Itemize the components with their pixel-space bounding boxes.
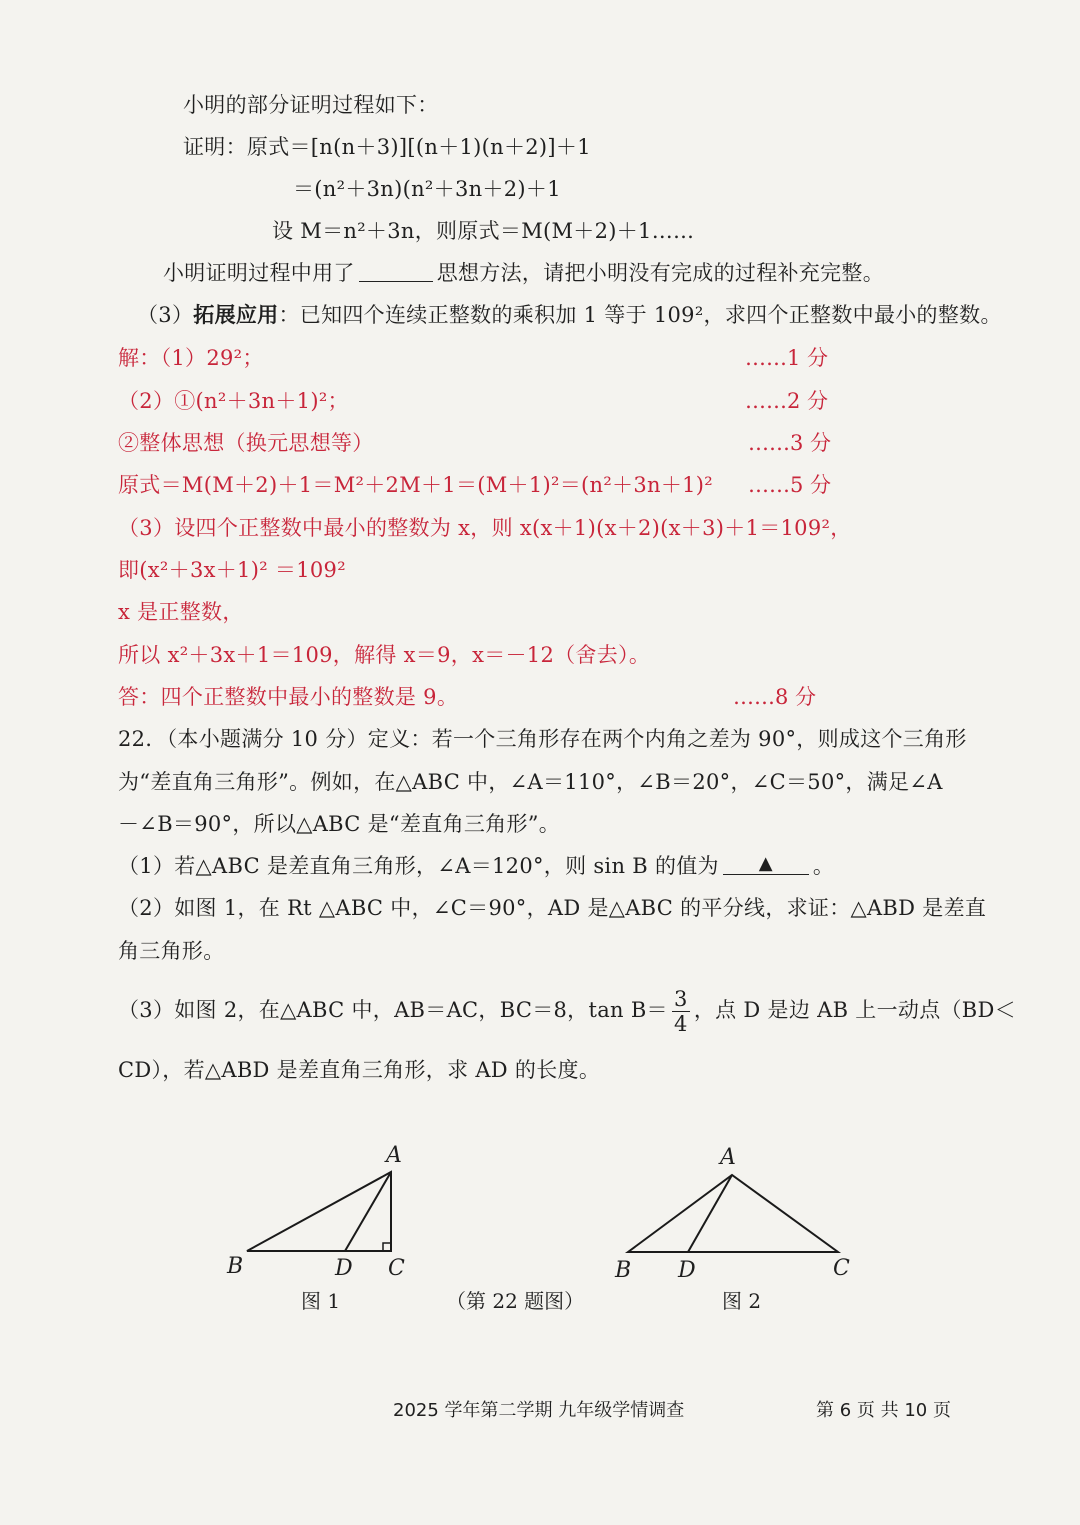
label-c-fig2: C bbox=[833, 1256, 850, 1281]
figure-2-caption: 图 2 bbox=[722, 1289, 762, 1313]
score-mark: ……1 分 bbox=[745, 346, 829, 370]
bold-heading: 拓展应用 bbox=[193, 302, 279, 327]
text-line: ＝(n²＋3n)(n²＋3n＋2)＋1 bbox=[293, 177, 561, 201]
figure-1-caption: 图 1 bbox=[301, 1289, 341, 1313]
answer-line: 所以 x²＋3x＋1＝109，解得 x＝9，x＝－12（舍去）。 bbox=[118, 643, 651, 667]
answer-line: （3）设四个正整数中最小的整数为 x，则 x(x＋1)(x＋2)(x＋3)＋1＝109²， bbox=[118, 516, 852, 540]
segment-ad-fig2 bbox=[688, 1175, 732, 1252]
fraction-numerator: 3 bbox=[674, 987, 688, 1011]
q22-part2: 角三角形。 bbox=[118, 939, 225, 963]
q22-part2: （2）如图 1，在 Rt △ABC 中，∠C＝90°，AD 是△ABC 的平分线，求证：△ABD 是差直 bbox=[118, 896, 987, 920]
text-segment: （3）如图 2，在△ABC 中，AB＝AC，BC＝8，tan B＝ bbox=[118, 998, 668, 1022]
label-b-fig2: B bbox=[615, 1258, 632, 1283]
text-segment: ：已知四个连续正整数的乘积加 1 等于 109²，求四个正整数中最小的整数。 bbox=[278, 303, 1002, 327]
answer-line: ②整体思想（换元思想等） bbox=[118, 431, 374, 455]
score-mark: ……5 分 bbox=[748, 473, 832, 497]
score-mark: ……3 分 bbox=[748, 431, 832, 455]
question-figure-caption: （第 22 题图） bbox=[446, 1289, 585, 1313]
triangle-mark: ▲ bbox=[758, 853, 773, 874]
text-segment: （3） bbox=[137, 303, 194, 327]
fraction-denominator: 4 bbox=[674, 1012, 688, 1036]
q22-intro: －∠B＝90°，所以△ABC 是“差直角三角形”。 bbox=[118, 812, 561, 836]
text-segment: 。 bbox=[812, 854, 835, 878]
label-c-fig1: C bbox=[388, 1256, 405, 1281]
label-d-fig2: D bbox=[678, 1258, 696, 1283]
text-segment: ，点 D 是边 AB 上一动点（BD＜ bbox=[693, 998, 1016, 1022]
score-mark: ……2 分 bbox=[745, 389, 829, 413]
text-segment: 小明证明过程中用了 bbox=[163, 261, 355, 285]
figure-2 bbox=[628, 1175, 838, 1252]
label-a-fig1: A bbox=[386, 1143, 402, 1168]
text-segment: （1）若△ABC 是差直角三角形，∠A＝120°，则 sin B 的值为 bbox=[118, 854, 719, 878]
text-segment: 思想方法，请把小明没有完成的过程补充完整。 bbox=[436, 261, 885, 285]
answer-line: 原式＝M(M＋2)＋1＝M²＋2M＋1＝(M＋1)²＝(n²＋3n＋1)² bbox=[118, 473, 714, 497]
right-angle-mark bbox=[383, 1243, 391, 1251]
text-line: 证明：原式＝[n(n＋3)][(n＋1)(n＋2)]＋1 bbox=[183, 135, 591, 159]
label-d-fig1: D bbox=[335, 1256, 353, 1281]
text-line: 设 M＝n²＋3n，则原式＝M(M＋2)＋1…… bbox=[272, 219, 695, 243]
q22-intro: 22．（本小题满分 10 分）定义：若一个三角形存在两个内角之差为 90°，则成这个三角形 bbox=[118, 727, 967, 751]
page-number: 第 6 页 共 10 页 bbox=[816, 1400, 951, 1421]
answer-line: x 是正整数， bbox=[118, 600, 244, 624]
label-a-fig2: A bbox=[720, 1145, 736, 1170]
answer-line: 解：（1）29²； bbox=[118, 346, 264, 370]
label-b-fig1: B bbox=[227, 1254, 244, 1279]
answer-line: 即(x²＋3x＋1)² ＝109² bbox=[118, 558, 346, 582]
q22-part3: CD），若△ABD 是差直角三角形，求 AD 的长度。 bbox=[118, 1058, 601, 1082]
text-line: 小明的部分证明过程如下： bbox=[183, 93, 439, 117]
footer-title: 2025 学年第二学期 九年级学情调查 bbox=[393, 1400, 685, 1421]
triangle-abc-fig2 bbox=[628, 1175, 838, 1252]
score-mark: ……8 分 bbox=[733, 685, 817, 709]
answer-line: （2）①(n²＋3n＋1)²； bbox=[118, 389, 349, 413]
figure-1 bbox=[247, 1172, 391, 1251]
answer-line: 答：四个正整数中最小的整数是 9。 bbox=[118, 685, 459, 709]
q22-intro: 为“差直角三角形”。例如，在△ABC 中，∠A＝110°，∠B＝20°，∠C＝50°，满足∠A bbox=[118, 770, 943, 794]
triangle-abc-fig1 bbox=[247, 1172, 391, 1251]
